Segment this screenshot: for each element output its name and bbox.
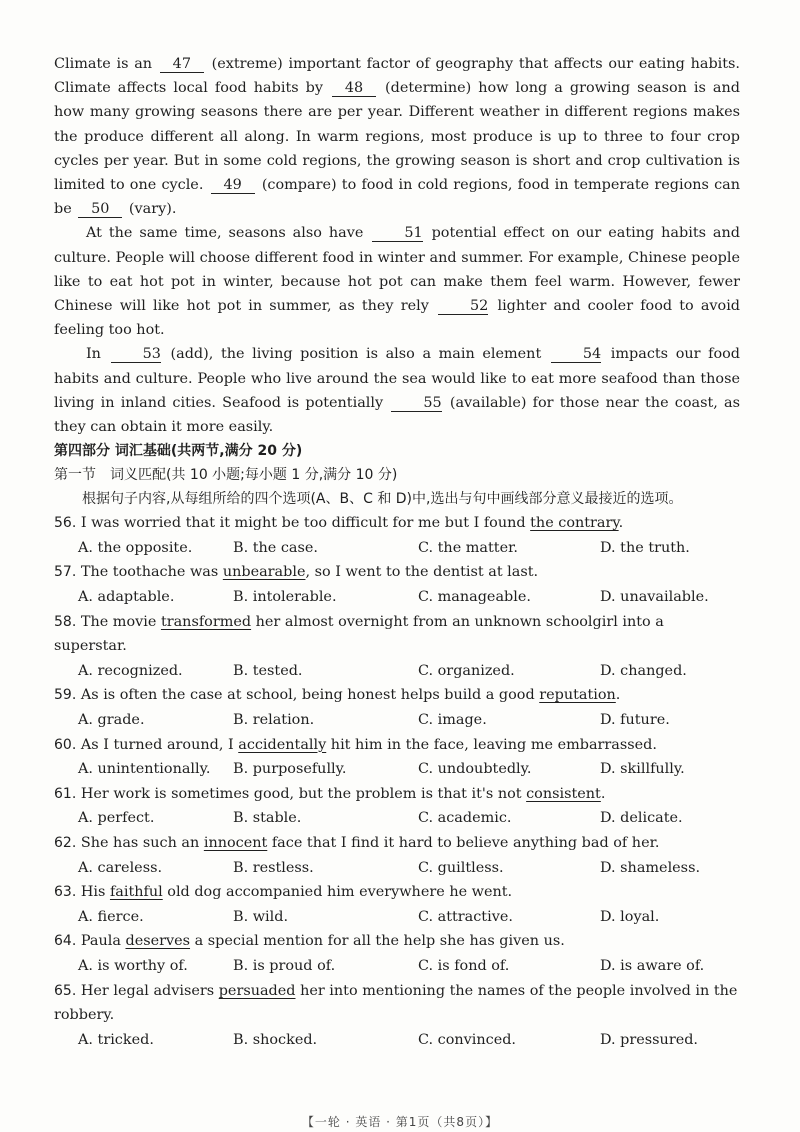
answer-option: D. future.	[600, 712, 670, 728]
answer-option: A. is worthy of.	[78, 957, 188, 974]
question-number: 58.	[54, 613, 77, 630]
answer-option: C. the matter.	[418, 539, 518, 556]
underlined-target-word: unbearable	[222, 564, 306, 581]
passage-paragraph-1	[54, 52, 740, 221]
question-stem	[54, 831, 740, 856]
blank-52: 52	[438, 298, 488, 315]
passage-paragraph-2	[54, 221, 740, 342]
question-stem	[54, 880, 740, 905]
answer-option: C. undoubtedly.	[418, 761, 532, 778]
answer-option: D. is aware of.	[600, 957, 705, 974]
question-number: 64.	[54, 933, 77, 950]
answer-option: D. delicate.	[600, 810, 683, 827]
question-item	[54, 511, 740, 560]
answer-options	[54, 585, 740, 610]
question-text: His	[76, 884, 110, 901]
question-item	[54, 929, 740, 978]
question-text: .	[618, 515, 624, 532]
passage-paragraph-3	[54, 342, 740, 439]
question-text: old dog accompanied him everywhere he went.	[162, 884, 513, 901]
question-stem	[54, 683, 740, 708]
answer-options	[54, 905, 740, 930]
question-item	[54, 733, 740, 782]
question-stem	[54, 782, 740, 807]
blank-53: 53	[111, 346, 161, 363]
underlined-target-word: reputation	[539, 687, 616, 704]
answer-options	[54, 659, 740, 684]
passage-text: (determine) how long a growing season is and how many growing seasons there are per year. Different weather in different regions makes the produce different all along. In warm regions, most produce is up to three to four crop cycles per year. But in some cold regions, the growing season is short and crop cultivation is limited to one cycle.	[54, 80, 740, 194]
answer-option: D. the truth.	[600, 539, 690, 556]
section-directions: 根据句子内容,从每组所给的四个选项(A、B、C 和 D)中,选出与句中画线部分意义最接近的选项。	[82, 491, 683, 508]
answer-option: B. is proud of.	[233, 957, 336, 974]
answer-options	[54, 708, 740, 733]
answer-option: C. convinced.	[418, 1031, 517, 1048]
blank-48: 48	[332, 80, 376, 97]
question-text: As is often the case at school, being honest helps build a good	[76, 687, 540, 704]
underlined-target-word: accidentally	[238, 736, 327, 753]
blank-49: 49	[211, 177, 255, 194]
answer-option: A. tricked.	[78, 1031, 154, 1048]
question-text: her into mentioning the names of the people involved in the robbery.	[54, 982, 738, 1024]
answer-options	[54, 1028, 740, 1053]
question-number: 61.	[54, 785, 77, 802]
question-text: I was worried that it might be too difficult for me but I found	[76, 515, 531, 532]
question-text: Her work is sometimes good, but the problem is that it's not	[76, 785, 527, 802]
answer-options	[54, 954, 740, 979]
answer-option: C. guiltless.	[418, 859, 504, 876]
answer-option: C. is fond of.	[418, 957, 510, 974]
answer-option: A. recognized.	[78, 662, 183, 679]
underlined-target-word: faithful	[109, 884, 163, 901]
answer-option: B. purposefully.	[233, 761, 347, 778]
blank-47: 47	[160, 56, 204, 73]
blank-54: 54	[551, 346, 601, 363]
answer-option: A. adaptable.	[78, 589, 175, 606]
question-text: The toothache was	[76, 564, 223, 581]
question-text: Paula	[76, 933, 126, 950]
passage-text: (extreme) important factor of geography that affects our eating habits. Climate affects local food habits by	[54, 56, 740, 97]
answer-option: B. intolerable.	[233, 589, 337, 606]
answer-option: A. fierce.	[78, 908, 144, 925]
question-stem	[54, 560, 740, 585]
question-text: her almost overnight from an unknown schoolgirl into a superstar.	[54, 613, 664, 655]
answer-option: C. academic.	[418, 810, 512, 827]
underlined-target-word: the contrary	[530, 515, 619, 532]
page-footer: 【一轮 · 英语 · 第1页（共8页）】	[301, 1115, 499, 1129]
passage-text: (compare) to food in cold regions, food in temperate regions can be	[54, 177, 740, 218]
underlined-target-word: transformed	[160, 613, 252, 630]
section-1-heading	[54, 463, 740, 487]
answer-options	[54, 806, 740, 831]
question-item	[54, 831, 740, 880]
answer-option: A. perfect.	[78, 810, 155, 827]
answer-options	[54, 536, 740, 561]
question-text: She has such an	[76, 834, 204, 851]
question-stem	[54, 610, 740, 659]
underlined-target-word: deserves	[125, 933, 191, 950]
answer-option: A. grade.	[78, 712, 145, 728]
part-4-title: 第四部分 词汇基础(共两节,满分 20 分)	[54, 443, 303, 460]
question-item	[54, 683, 740, 732]
question-text: hit him in the face, leaving me embarrassed.	[326, 736, 657, 753]
passage-text: lighter and cooler food to avoid feeling too hot.	[54, 298, 741, 339]
question-list	[54, 511, 740, 1052]
question-number: 63.	[54, 884, 77, 901]
underlined-target-word: consistent	[526, 785, 601, 802]
answer-option: D. changed.	[600, 662, 687, 679]
question-text: The movie	[76, 613, 161, 630]
answer-option: C. attractive.	[418, 908, 513, 925]
passage-text: potential effect on our eating habits and culture. People will choose different food in winter and summer. For example, Chinese people like to eat hot pot in winter, because hot pot can make them feel warm. However, fewer Chinese will like hot pot in summer, as they rely	[54, 225, 740, 315]
answer-option: C. organized.	[418, 662, 515, 679]
passage-text: In	[86, 346, 101, 363]
answer-options	[54, 757, 740, 782]
question-item	[54, 979, 740, 1053]
passage-text: At the same time, seasons also have	[86, 225, 364, 242]
question-number: 59.	[54, 687, 77, 704]
question-stem	[54, 733, 740, 758]
question-number: 62.	[54, 834, 77, 851]
answer-option: D. unavailable.	[600, 589, 709, 606]
question-text: .	[600, 785, 606, 802]
question-number: 56.	[54, 515, 77, 532]
passage-text: (add), the living position is also a main element	[170, 346, 542, 363]
blank-55: 55	[391, 395, 441, 412]
answer-option: B. tested.	[233, 662, 303, 679]
question-stem	[54, 929, 740, 954]
answer-options	[54, 856, 740, 881]
answer-option: C. manageable.	[418, 589, 531, 606]
question-item	[54, 880, 740, 929]
passage-text: (available) for those near the coast, as they can obtain it more easily.	[54, 394, 740, 436]
question-item	[54, 782, 740, 831]
answer-option: B. stable.	[233, 810, 302, 827]
section-1-label: 第一节	[54, 467, 96, 484]
question-text: face that I find it hard to believe anything bad of her.	[267, 834, 660, 851]
question-number: 65.	[54, 982, 77, 999]
question-text: As I turned around, I	[76, 736, 239, 753]
passage-text: impacts our food habits and culture. People who live around the sea would like to eat more seafood than those living in inland cities. Seafood is potentially	[54, 346, 740, 411]
answer-option: D. skillfully.	[600, 761, 685, 778]
answer-option: A. unintentionally.	[78, 761, 211, 778]
underlined-target-word: persuaded	[218, 982, 296, 999]
answer-option: A. careless.	[78, 859, 163, 876]
answer-option: A. the opposite.	[78, 539, 193, 556]
section-1-description: 词义匹配(共 10 小题;每小题 1 分,满分 10 分)	[110, 467, 398, 484]
answer-option: B. the case.	[233, 539, 318, 556]
question-stem	[54, 511, 740, 536]
page-content	[54, 52, 740, 1052]
blank-50: 50	[78, 201, 122, 218]
answer-option: B. wild.	[233, 908, 289, 925]
answer-option: D. pressured.	[600, 1031, 699, 1048]
question-text: a special mention for all the help she has given us.	[190, 933, 565, 950]
answer-option: B. restless.	[233, 859, 314, 876]
passage-text: Climate is an	[54, 56, 153, 72]
passage-text: (vary).	[128, 201, 177, 218]
question-text: .	[615, 687, 621, 704]
answer-option: C. image.	[418, 712, 487, 728]
question-item	[54, 560, 740, 609]
answer-option: D. shameless.	[600, 859, 701, 876]
question-item	[54, 610, 740, 684]
answer-option: B. relation.	[233, 712, 315, 728]
underlined-target-word: innocent	[203, 834, 268, 851]
question-number: 57.	[54, 564, 77, 581]
question-number: 60.	[54, 736, 77, 753]
question-text: , so I went to the dentist at last.	[305, 564, 539, 581]
question-text: Her legal advisers	[76, 982, 219, 999]
answer-option: D. loyal.	[600, 908, 660, 925]
blank-51: 51	[372, 225, 422, 242]
question-stem	[54, 979, 740, 1028]
answer-option: B. shocked.	[233, 1031, 318, 1048]
